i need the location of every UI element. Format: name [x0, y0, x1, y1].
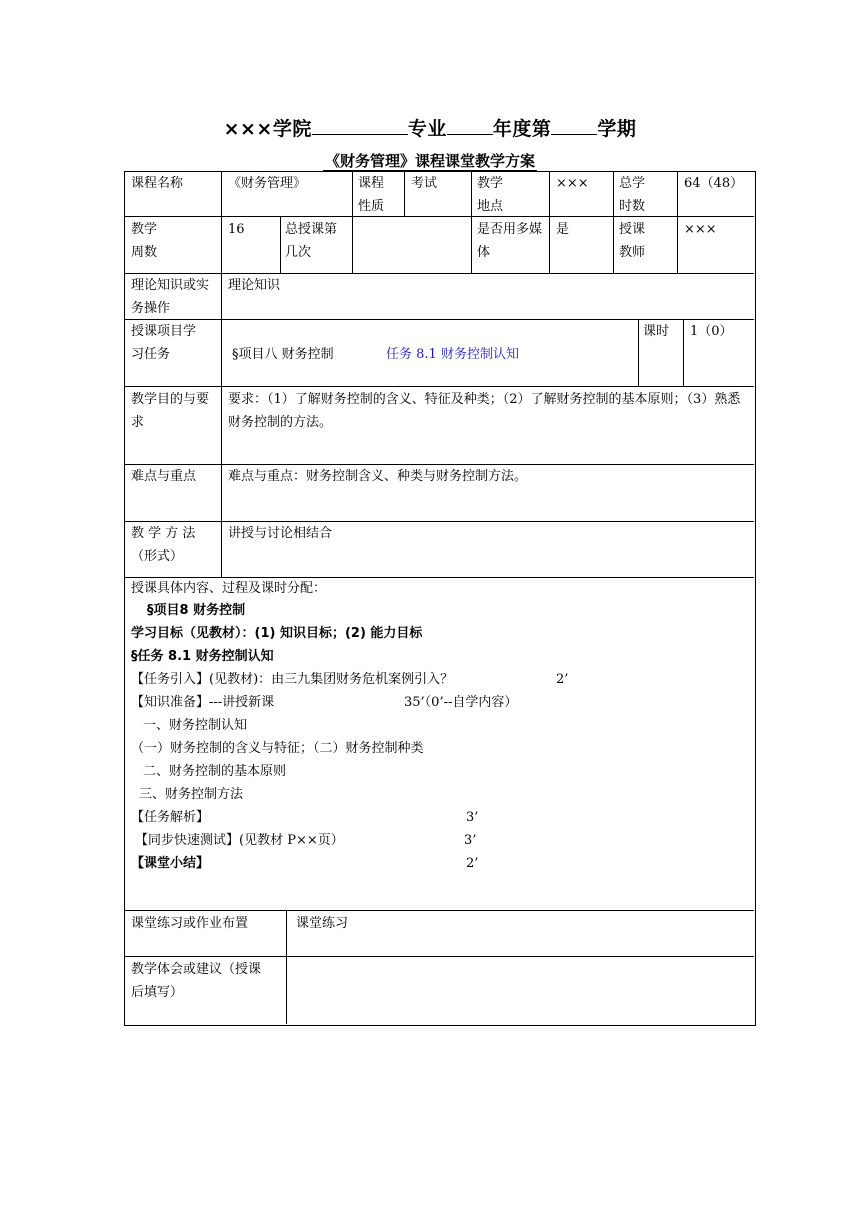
- content-summary: 【课堂小结】: [131, 856, 210, 871]
- col-divider: [549, 171, 550, 273]
- content-quiz: 【同步快速测试】(见教材 P××页）: [135, 833, 344, 848]
- goal-label: 教学目的与要求: [131, 392, 210, 430]
- key-value: 难点与重点：财务控制含义、种类与财务控制方法。: [228, 469, 528, 484]
- year-blank: [447, 116, 493, 135]
- method-label: 教 学 方 法（形式）: [131, 526, 196, 564]
- course-name-label: 课程名称: [131, 176, 184, 191]
- weeks-value: 16: [228, 222, 245, 237]
- location-label: 教学地点: [477, 176, 504, 214]
- total-hours-label: 总学时数: [619, 176, 646, 214]
- session-label: 总授课第几次: [285, 222, 338, 260]
- method-value: 讲授与讨论相结合: [228, 526, 333, 541]
- page-heading: [0, 114, 860, 141]
- project-value: §项目八 财务控制: [232, 347, 334, 362]
- col-divider: [352, 171, 353, 273]
- row-divider: [124, 386, 754, 387]
- semester-blank: [551, 116, 597, 135]
- col-divider: [677, 171, 678, 273]
- semester-label: 学期: [597, 118, 637, 140]
- subtitle-text: 《财务管理》课程课堂教学方案: [324, 152, 535, 170]
- goal-value: 要求：（1）了解财务控制的含义、特征及种类；（2）了解财务控制的基本原则；（3）熟悉财务控制的方法。: [228, 392, 741, 430]
- course-nature-label: 课程性质: [358, 176, 385, 214]
- row-divider: [124, 910, 754, 911]
- col-divider: [280, 216, 281, 273]
- content-intro-time: 2’: [556, 672, 569, 687]
- content-objectives: 学习目标（见教材）：(1) 知识目标；(2) 能力目标: [131, 626, 423, 641]
- teacher-label: 授课教师: [619, 222, 646, 260]
- total-hours-value: 64（48）: [684, 176, 744, 191]
- teacher-value: ×××: [684, 222, 717, 237]
- content-project: §项目8 财务控制: [147, 603, 246, 618]
- content-title: 授课具体内容、过程及课时分配：: [131, 581, 327, 596]
- period-label: 课时: [643, 324, 670, 339]
- content-summary-time: 2’: [466, 856, 479, 871]
- row-divider: [124, 521, 754, 522]
- page-subtitle: [0, 150, 860, 171]
- col-divider: [471, 171, 472, 273]
- project-label: 授课项目学习任务: [131, 324, 197, 362]
- content-analysis: 【任务解析】: [131, 810, 210, 825]
- homework-label: 课堂练习或作业布置: [131, 916, 249, 931]
- content-prep-time: 35’（0’--自学内容）: [404, 695, 518, 710]
- type-label: 理论知识或实务操作: [131, 278, 210, 316]
- row-divider: [124, 273, 754, 274]
- content-section-1: 一、财务控制认知: [143, 718, 248, 733]
- feedback-label: 教学体会或建议（授课后填写）: [131, 962, 262, 1000]
- col-divider: [221, 171, 222, 577]
- content-section-1-sub: （一）财务控制的含义与特征；（二）财务控制种类: [131, 741, 424, 756]
- course-nature-value: 考试: [411, 176, 438, 191]
- multimedia-value: 是: [556, 222, 570, 237]
- task-value: 任务 8.1 财务控制认知: [386, 347, 519, 362]
- major-label: 专业: [407, 118, 447, 140]
- content-task: §任务 8.1 财务控制认知: [131, 649, 274, 664]
- course-name-value: 《财务管理》: [228, 176, 307, 191]
- col-divider: [683, 319, 684, 386]
- row-divider: [124, 956, 754, 957]
- period-value: 1（0）: [690, 324, 733, 339]
- major-blank: [312, 116, 408, 135]
- content-quiz-time: 3’: [464, 833, 477, 848]
- key-label: 难点与重点: [131, 469, 197, 484]
- col-divider: [404, 171, 405, 216]
- content-intro: 【任务引入】(见教材)：由三九集团财务危机案例引入？: [131, 672, 454, 687]
- year-label: 年度第: [492, 118, 552, 140]
- multimedia-label: 是否用多媒体: [477, 222, 543, 260]
- row-divider: [124, 216, 754, 217]
- type-value: 理论知识: [228, 278, 281, 293]
- content-section-2: 二、财务控制的基本原则: [143, 764, 287, 779]
- content-section-3: 三、财务控制方法: [139, 787, 244, 802]
- col-divider: [613, 171, 614, 273]
- homework-value: 课堂练习: [296, 916, 349, 931]
- location-value: ×××: [556, 176, 589, 191]
- col-divider: [286, 910, 287, 1024]
- content-analysis-time: 3’: [466, 810, 479, 825]
- college-name: ×××学院: [223, 118, 312, 140]
- weeks-label: 教学周数: [131, 222, 158, 260]
- content-prep: 【知识准备】---讲授新课: [131, 695, 275, 710]
- col-divider: [638, 319, 639, 386]
